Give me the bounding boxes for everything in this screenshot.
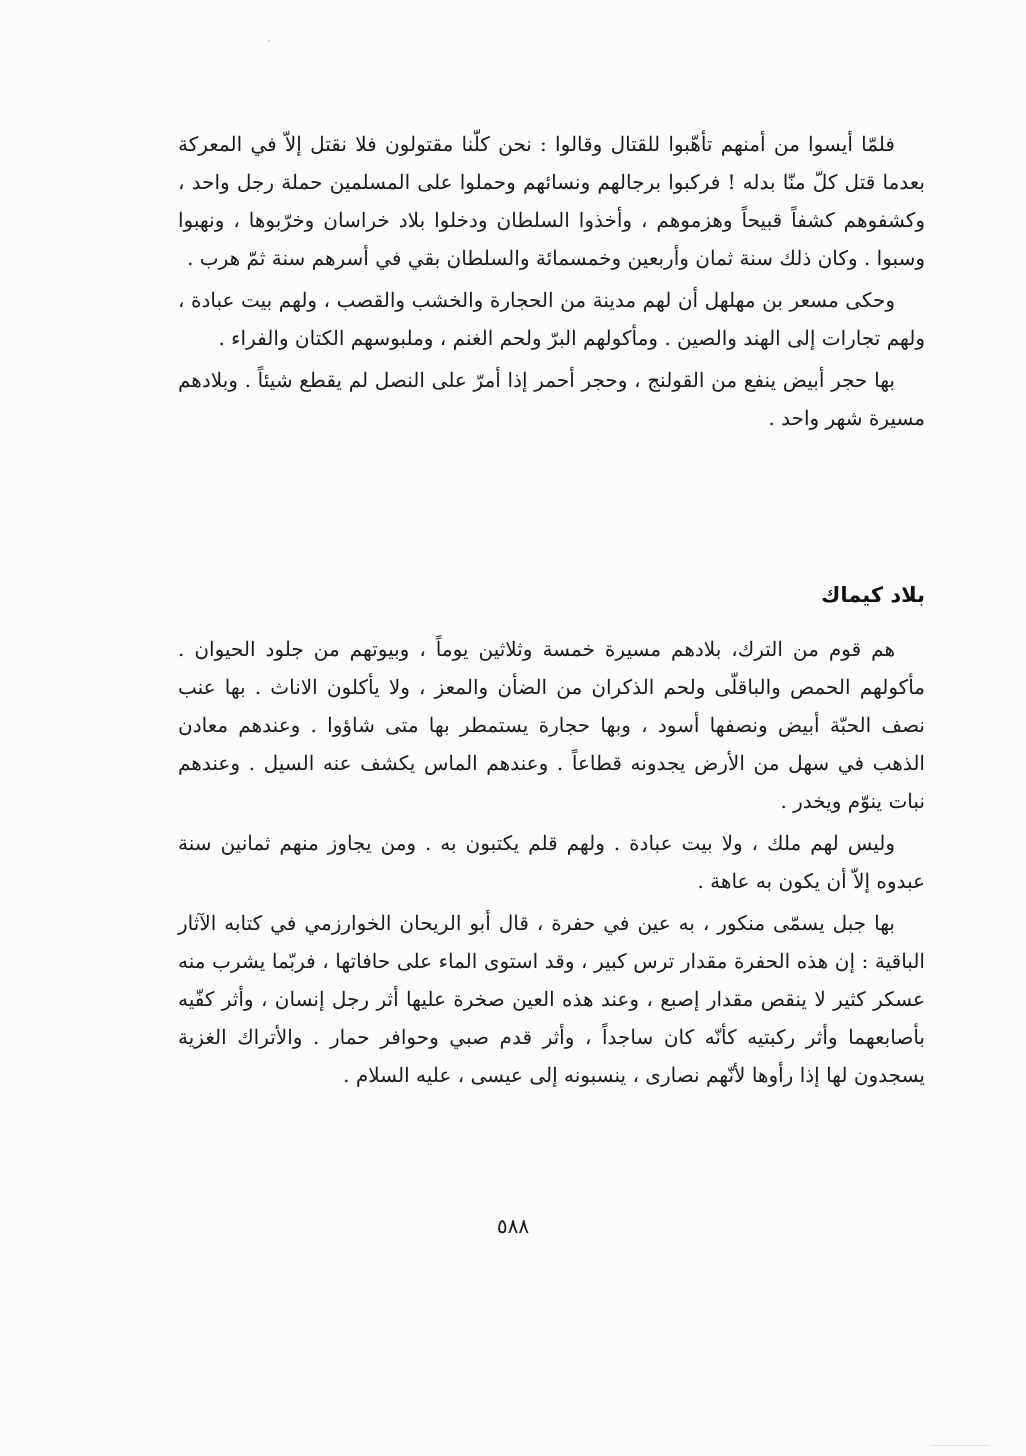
paragraph: وحكى مسعر بن مهلهل أن لهم مدينة من الحجارة والخشب والقصب ، ولهم بيت عبادة ، ولهم تجارات إلى الهند والصين . ومأكولهم البرّ ولحم الغنم ، وملبوسهم الكتان والفراء . — [178, 288, 925, 350]
section-1-text — [178, 125, 925, 437]
page-number: ٥٨٨ — [496, 1214, 530, 1238]
section-heading: بلاد كيماك — [821, 583, 925, 607]
paragraph: هم قوم من الترك، بلادهم مسيرة خمسة وثلاثين يوماً ، وبيوتهم من جلود الحيوان . مأكولهم الحمص والباقلّى ولحم الذكران من الضأن والمعز ، ولا يأكلون الاناث . بها عنب نصف الحبّة أبيض ونصفها أسود ، وبها حجارة يستمطر بها متى شاؤوا . وعندهم معادن الذهب في سهل من الأرض يجدونه قطاعاً . وعندهم الماس يكشف عنه السيل . وعندهم نبات ينوّم ويخدر . — [178, 637, 925, 813]
paragraph: وليس لهم ملك ، ولا بيت عبادة . ولهم قلم يكتبون به . ومن يجاوز منهم ثمانين سنة عبدوه إلاّ أن يكون به عاهة . — [178, 831, 925, 893]
section-2-text — [178, 630, 925, 1094]
scan-edge-mark — [930, 1445, 990, 1446]
scan-speck — [268, 40, 270, 42]
paragraph: بها جبل يسمّى منكور ، به عين في حفرة ، قال أبو الريحان الخوارزمي في كتابه الآثار الباقية : إن هذه الحفرة مقدار ترس كبير ، وقد استوى الماء على حافاتها ، فربّما يشرب منه عسكر كثير لا ينقص مقدار إصبع ، وعند هذه العين صخرة عليها أثر رجل إنسان ، وأثر كفّيه بأصابعهما وأثر ركبتيه كأنّه كان ساجداً ، وأثر قدم صبي وحوافر حمار . والأتراك الغزية يسجدون لها إذا رأوها لأنّهم نصارى ، ينسبونه إلى عيسى ، عليه السلام . — [178, 911, 925, 1087]
paragraph: فلمّا أيسوا من أمنهم تأهّبوا للقتال وقالوا : نحن كلّنا مقتولون فلا نقتل إلاّ في المعركة بعدما قتل كلّ منّا بدله ! فركبوا برجالهم ونسائهم وحملوا على المسلمين حملة رجل واحد ، وكشفوهم كشفاً قبيحاً وهزموهم ، وأخذوا السلطان ودخلوا بلاد خراسان وخرّبوها ، ونهبوا وسبوا . وكان ذلك سنة ثمان وأربعين وخمسمائة والسلطان بقي في أسرهم سنة ثمّ هرب . — [178, 132, 925, 270]
paragraph: بها حجر أبيض ينفع من القولنج ، وحجر أحمر إذا أمرّ على النصل لم يقطع شيئاً . وبلادهم مسيرة شهر واحد . — [178, 368, 925, 430]
